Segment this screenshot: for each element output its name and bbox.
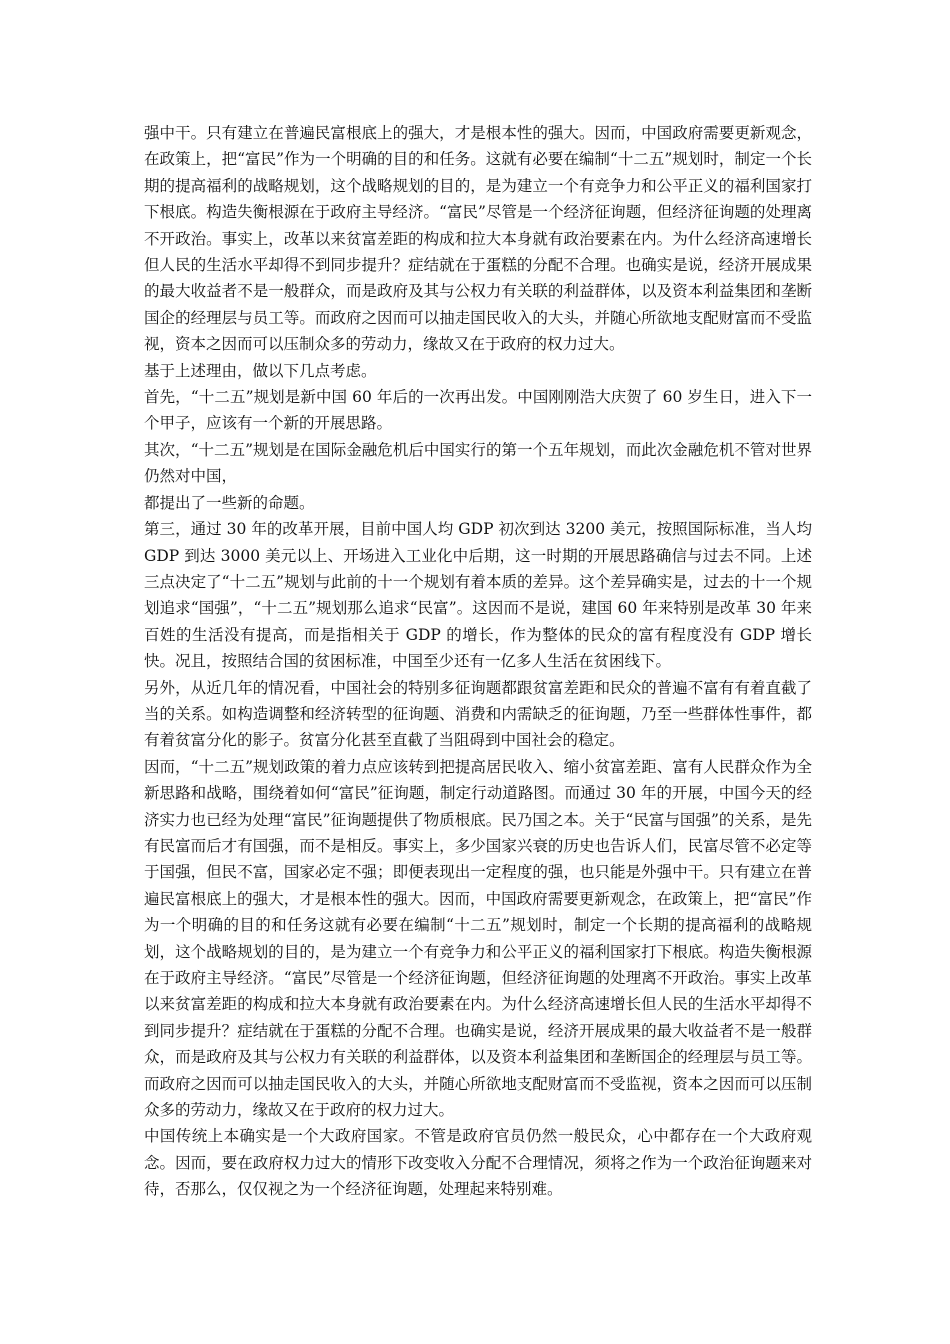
- document-body: [144, 120, 812, 1203]
- paragraph: 其次，“十二五”规划是在国际金融危机后中国实行的第一个五年规划，而此次金融危机不管对世界仍然对中国，: [144, 440, 812, 486]
- paragraph: 都提出了一些新的命题。: [144, 493, 315, 512]
- paragraph: 首先，“十二五”规划是新中国 60 年后的一次再出发。中国刚刚浩大庆贺了 60 岁生日，进入下一个甲子，应该有一个新的开展思路。: [144, 388, 812, 433]
- paragraph: 第三，通过 30 年的改革开展，目前中国人均 GDP 初次到达 3200 美元，按照国际标准，当人均 GDP 到达 3000 美元以上、开场进入工业化中后期，这一时期的开展思路确信与过去不同。上述三点决定了“十二五”规划与此前的十一个规划有着本质的差异。这个差异确实是，过去的十一个规划追求“国强”，“十二五”规划那么追求“民富”。这因而不是说，建国 60 年来特别是改革 30 年来百姓的生活没有提高，而是指相关于 GDP 的增长，作为整体的民众的富有程度没有 GDP 增长快。况且，按照结合国的贫困标准，中国至少还有一亿多人生活在贫困线下。: [144, 520, 812, 671]
- paragraph: 强中干。只有建立在普遍民富根底上的强大，才是根本性的强大。因而，中国政府需要更新观念，在政策上，把“富民”作为一个明确的目的和任务。这就有必要在编制“十二五”规划时，制定一个长期的提高福利的战略规划，这个战略规划的目的，是为建立一个有竞争力和公平正义的福利国家打下根底。构造失衡根源在于政府主导经济。“富民”尽管是一个经济征询题，但经济征询题的处理离不开政治。事实上，改革以来贫富差距的构成和拉大本身就有政治要素在内。为什么经济高速增长但人民的生活水平却得不到同步提升？症结就在于蛋糕的分配不合理。也确实是说，经济开展成果的最大收益者不是一般群众，而是政府及其与公权力有关联的利益群体，以及资本利益集团和垄断国企的经理层与员工等。而政府之因而可以抽走国民收入的大头，并随心所欲地支配财富而不受监视，资本之因而可以压制众多的劳动力，缘故又在于政府的权力过大。: [144, 124, 812, 354]
- paragraph: 另外，从近几年的情况看，中国社会的特别多征询题都跟贫富差距和民众的普遍不富有有着直截了当的关系。如构造调整和经济转型的征询题、消费和内需缺乏的征询题，乃至一些群体性事件，都有着贫富分化的影子。贫富分化甚至直截了当阻碍到中国社会的稳定。: [144, 678, 812, 750]
- paragraph: 因而，“十二五”规划政策的着力点应该转到把提高居民收入、缩小贫富差距、富有人民群众作为全新思路和战略，围绕着如何“富民”征询题，制定行动道路图。而通过 30 年的开展，中国今天的经济实力也已经为处理“富民”征询题提供了物质根底。民乃国之本。关于“民富与国强”的关系，是先有民富而后才有国强，而不是相反。事实上，多少国家兴衰的历史也告诉人们，民富尽管不必定等于国强，但民不富，国家必定不强；即便表现出一定程度的强，也只能是外强中干。只有建立在普遍民富根底上的强大，才是根本性的强大。因而，中国政府需要更新观念，在政策上，把“富民”作为一个明确的目的和任务这就有必要在编制“十二五”规划时，制定一个长期的提高福利的战略规划，这个战略规划的目的，是为建立一个有竞争力和公平正义的福利国家打下根底。构造失衡根源在于政府主导经济。“富民”尽管是一个经济征询题，但经济征询题的处理离不开政治。事实上改革以来贫富差距的构成和拉大本身就有政治要素在内。为什么经济高速增长但人民的生活水平却得不到同步提升？症结就在于蛋糕的分配不合理。也确实是说，经济开展成果的最大收益者不是一般群众，而是政府及其与公权力有关联的利益群体，以及资本利益集团和垄断国企的经理层与员工等。而政府之因而可以抽走国民收入的大头，并随心所欲地支配财富而不受监视，资本之因而可以压制众多的劳动力，缘故又在于政府的权力过大。: [144, 757, 812, 1120]
- paragraph: 基于上述理由，做以下几点考虑。: [144, 361, 377, 380]
- paragraph: 中国传统上本确实是一个大政府国家。不管是政府官员仍然一般民众，心中都存在一个大政府观念。因而，要在政府权力过大的情形下改变收入分配不合理情况，须将之作为一个政治征询题来对待，否那么，仅仅视之为一个经济征询题，处理起来特别难。: [144, 1127, 812, 1199]
